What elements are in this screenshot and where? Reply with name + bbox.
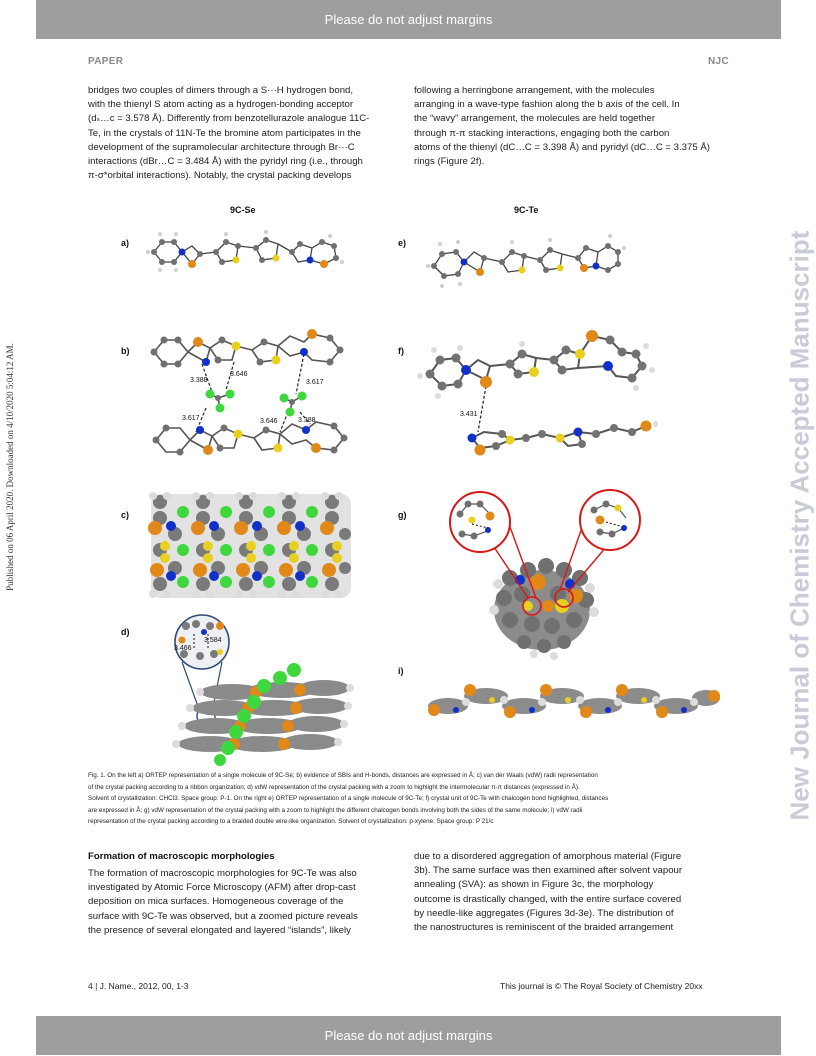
figure-left-title: 9C-Se: [230, 205, 256, 215]
text-line: annealing (SVA): as shown in Figure 3c, the morphology: [414, 879, 654, 891]
accepted-manuscript-watermark: New Journal of Chemistry Accepted Manuscript: [784, 230, 815, 821]
text-line: interactions (dBr…C = 3.484 Å) with the pyridyl ring (i.e., through: [88, 156, 363, 168]
panel-label-d: d): [121, 627, 130, 637]
panel-c-vdw-ribbon: [145, 488, 357, 603]
distance-label: 3.646: [260, 418, 278, 425]
section-heading: Formation of macroscopic morphologies: [88, 851, 275, 862]
caption-line: Solvent of crystallization: CHCl3. Space group: P-1. On the right e) ORTEP representation of a single molecule of 9C-Te; f) crystal unit of 9C-Te with chalcogen bond highlighted, distances: [88, 795, 609, 802]
text-line: due to a disordered aggregation of amorphous material (Figure: [414, 851, 682, 862]
panel-d-vdw-zoom: [160, 612, 360, 768]
bottom-left-column: [88, 867, 406, 938]
top-margin-banner: Please do not adjust margins: [36, 0, 781, 39]
distance-label: 3.388: [190, 377, 208, 384]
distance-label: 3.388: [298, 417, 316, 424]
panel-a-ortep-molecule: [140, 222, 350, 292]
panel-f-crystal-unit: [410, 316, 658, 482]
caption-line: Fig. 1. On the left a) ORTEP representation of a single molecule of 9C-Se; b) evidence of SBIs and H-bonds, distances are expressed in Å; c) van der Waals (vdW) radii representation: [88, 772, 598, 779]
header-section-label: PAPER: [88, 56, 124, 67]
text-line: the nanostructures is reminiscent of the braided arrangement: [414, 922, 674, 934]
figure-right-title: 9C-Te: [514, 205, 539, 215]
footer-page-info: 4 | J. Name., 2012, 00, 1-3: [88, 981, 189, 991]
text-line: deposition on mica surfaces. Homogeneous coverage of the: [88, 896, 344, 908]
text-line: π-σ*orbital interactions). Notably, the crystal packing develops: [88, 170, 352, 182]
text-line: arranging in a wave-type fashion along the b axis of the cell. In: [414, 99, 680, 111]
text-line: The formation of macroscopic morphologies for 9C-Te was also: [88, 868, 357, 879]
body-left-column: [88, 84, 406, 183]
text-line: the “wavy” arrangement, the molecules are held together: [414, 113, 656, 125]
figure-caption: [88, 770, 728, 828]
text-line: with the thienyl S atom acting as a hydrogen-bonding acceptor: [88, 99, 354, 111]
publication-stamp: Published on 06 April 2020. Downloaded on 4/10/2020 5:04:12 AM.: [5, 343, 15, 591]
text-line: 3b). The same surface was then examined after solvent vapour: [414, 865, 683, 877]
panel-g-vdw-zoom: [440, 478, 662, 662]
text-line: (dₛ…c = 3.578 Å). Differently from benzotellurazole analogue 11C-: [88, 113, 370, 125]
body-right-column: [414, 84, 730, 169]
panel-label-g: g): [398, 510, 407, 520]
panel-b-sbi-hbonds: [140, 312, 360, 477]
distance-label: 3.617: [306, 379, 324, 386]
text-line: Te, in the crystals of 11N-Te the bromine atom participates in the: [88, 127, 361, 139]
distance-label: 3.584: [204, 637, 222, 644]
text-line: bridges two couples of dimers through a S···H hydrogen bond,: [88, 85, 354, 96]
text-line: investigated by Atomic Force Microscopy (AFM) after drop-cast: [88, 882, 356, 894]
distance-label: 3.646: [230, 371, 248, 378]
text-line: development of the supramolecular architecture through Br···C: [88, 141, 355, 153]
bottom-right-column: [414, 850, 730, 935]
bottom-margin-banner: Please do not adjust margins: [36, 1016, 781, 1055]
text-line: by needle-like aggregates (Figures 3d-3e). The distribution of: [414, 907, 674, 919]
text-line: the presence of several elongated and layered “islands”, likely: [88, 924, 351, 936]
caption-line: of the crystal packing according to a ribbon organization; d) vdW representation of the crystal packing with a zoom to highlight the intermolecular π-π distances (expressed in Å).: [88, 783, 580, 791]
panel-label-f: f): [398, 346, 404, 356]
panel-label-c: c): [121, 510, 130, 520]
panel-label-i: i): [398, 666, 404, 676]
distance-label: 3.431: [460, 411, 478, 418]
panel-label-b: b): [121, 346, 130, 356]
text-line: following a herringbone arrangement, with the molecules: [414, 85, 655, 96]
text-line: outcome is drastically changed, with the entire surface covered: [414, 893, 682, 905]
text-line: surface with 9C-Te was observed, but a zoomed picture reveals: [88, 910, 358, 922]
text-line: through π-π stacking interactions, engaging both the carbon: [414, 127, 670, 139]
panel-e-ortep-molecule: [420, 222, 630, 302]
header-journal-label: NJC: [708, 56, 729, 67]
distance-label: 3.617: [182, 415, 200, 422]
distance-label: 3.466: [174, 645, 192, 652]
footer-copyright: This journal is © The Royal Society of Chemistry 20xx: [500, 981, 703, 991]
panel-label-a: a): [121, 238, 130, 248]
text-line: atoms of the thienyl (dC…C = 3.398 Å) and pyridyl (dC…C = 3.375 Å): [414, 141, 710, 153]
caption-line: are expressed in Å; g) vdW representation of the crystal packing with a zoom to highlight the different chalcogen bonds involving both the sides of the same molecule; i) vdW radii: [88, 806, 583, 814]
text-line: rings (Figure 2f).: [414, 156, 485, 168]
panel-label-e: e): [398, 238, 407, 248]
caption-line: representation of the crystal packing according to a braided double wire-like organization. Solvent of crystallization: p-xylene. Space group: P 21/c: [88, 818, 494, 825]
panel-i-braided-wire: [426, 678, 722, 724]
